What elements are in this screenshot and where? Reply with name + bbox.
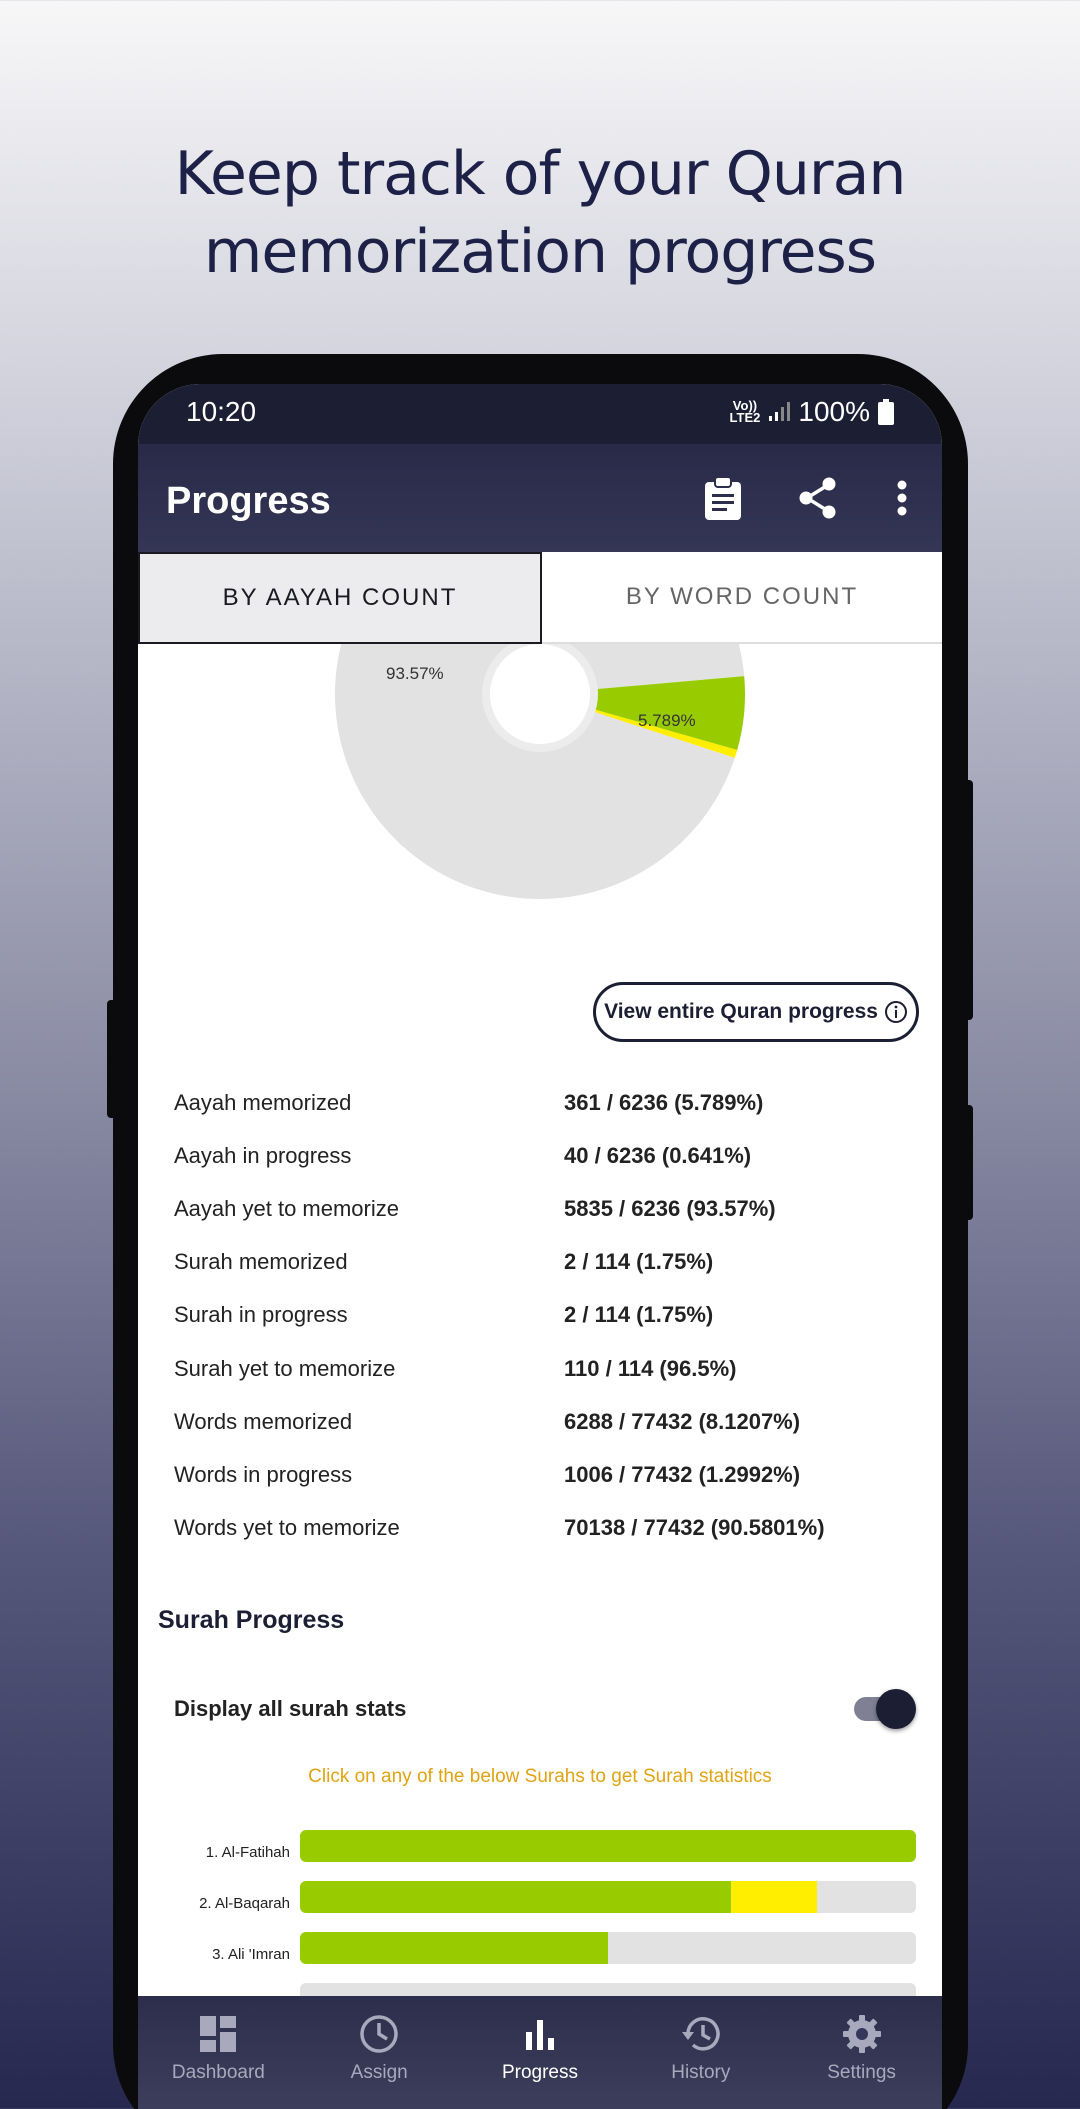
surah-row[interactable] (138, 1881, 942, 1932)
view-entire-quran-progress-button[interactable] (593, 982, 919, 1042)
nav-history-label: History (671, 2062, 731, 2083)
nav-progress[interactable] (460, 1996, 621, 2109)
surah-bar-memorized (300, 1881, 731, 1913)
stat-row (174, 1236, 914, 1289)
stat-row (174, 1342, 914, 1395)
nav-dashboard[interactable] (138, 1996, 299, 2109)
stat-label: Surah in progress (174, 1302, 348, 1328)
status-right (730, 396, 894, 428)
stat-row (174, 1289, 914, 1342)
stat-value: 2 / 114 (1.75%) (564, 1249, 714, 1275)
stat-label: Aayah in progress (174, 1142, 352, 1168)
surah-bar-memorized (300, 1830, 916, 1862)
surah-progress-bar (300, 1932, 916, 1964)
stat-label: Words memorized (174, 1408, 353, 1434)
stat-value: 6288 / 77432 (8.1207%) (564, 1408, 801, 1434)
stat-value: 1006 / 77432 (1.2992%) (564, 1461, 801, 1487)
info-icon (884, 1000, 908, 1024)
history-icon (680, 2014, 722, 2054)
app-bar (138, 444, 942, 552)
nav-dashboard-label: Dashboard (171, 2062, 265, 2083)
nav-progress-label: Progress (501, 2062, 578, 2083)
stat-value: 5835 / 6236 (93.57%) (564, 1195, 776, 1221)
clock-icon (359, 2014, 399, 2054)
surah-bar-memorized (300, 1932, 608, 1964)
surah-progress-bar (300, 1830, 916, 1862)
toggle-knob (876, 1689, 916, 1729)
network-indicator (730, 400, 761, 424)
nav-settings[interactable] (781, 1996, 942, 2109)
pie-label-memorized: 5.789% (638, 711, 696, 730)
surah-bar-in-progress (731, 1881, 817, 1913)
tab-aayah-count[interactable]: BY AAYAH COUNT (138, 552, 542, 644)
stat-value: 361 / 6236 (5.789%) (564, 1089, 764, 1115)
surah-row[interactable] (138, 1932, 942, 1983)
stat-row (174, 1182, 914, 1235)
page-title: Progress (166, 480, 331, 522)
bottom-nav (138, 1996, 942, 2109)
pie-chart-area (138, 644, 942, 914)
stat-row (174, 1076, 914, 1129)
stat-value: 110 / 114 (96.5%) (564, 1355, 737, 1381)
stat-row (174, 1129, 914, 1182)
surah-hint: Click on any of the below Surahs to get Surah statistics (308, 1766, 772, 1787)
stat-label: Surah yet to memorize (174, 1355, 396, 1381)
phone-screen (138, 384, 942, 2109)
share-icon[interactable] (788, 468, 848, 528)
stat-label: Surah memorized (174, 1249, 348, 1275)
tab-word-count[interactable]: BY WORD COUNT (542, 552, 942, 644)
stat-value: 40 / 6236 (0.641%) (564, 1142, 752, 1168)
surah-progress-title: Surah Progress (158, 1606, 345, 1634)
network-top: Vo)) (732, 398, 758, 413)
view-button-label: View entire Quran progress (604, 1000, 878, 1023)
surah-progress-bar (300, 1881, 916, 1913)
more-vert-icon[interactable] (872, 468, 932, 528)
stat-row (174, 1448, 914, 1501)
stat-label: Words in progress (174, 1461, 353, 1487)
pie-label-remaining: 93.57% (386, 664, 444, 683)
stat-value: 70138 / 77432 (90.5801%) (564, 1515, 825, 1541)
stat-label: Aayah memorized (174, 1089, 352, 1115)
pie-center-hole (490, 644, 590, 744)
nav-settings-label: Settings (827, 2062, 896, 2083)
display-all-surah-stats-row (174, 1684, 914, 1734)
battery-percent: 100% (798, 396, 870, 427)
headline: Keep track of your Quran memorization progress (174, 139, 906, 287)
display-all-surah-stats-label: Display all surah stats (174, 1696, 407, 1721)
phone-volume-button (107, 1000, 117, 1118)
clipboard-icon[interactable] (693, 468, 753, 528)
nav-assign-label: Assign (350, 2062, 408, 2083)
stat-value: 2 / 114 (1.75%) (564, 1302, 714, 1328)
phone-side-button (963, 1105, 973, 1220)
stat-row (174, 1502, 914, 1555)
pie-chart (138, 644, 942, 914)
nav-history[interactable] (620, 1996, 781, 2109)
nav-assign[interactable] (299, 1996, 460, 2109)
surah-name: 2. Al-Baqarah (199, 1895, 290, 1912)
display-all-surah-stats-toggle[interactable] (850, 1689, 914, 1729)
dashboard-icon (198, 2014, 238, 2054)
stat-label: Words yet to memorize (174, 1515, 400, 1541)
battery-icon (878, 399, 894, 425)
surah-name: 1. Al-Fatihah (205, 1844, 290, 1861)
network-bottom: LTE2 (729, 410, 761, 425)
surah-name: 3. Ali 'Imran (212, 1946, 290, 1963)
status-time: 10:20 (186, 396, 257, 427)
status-bar (138, 384, 942, 444)
signal-icon (768, 402, 790, 422)
phone-power-button (963, 780, 973, 1020)
stat-row (174, 1395, 914, 1448)
gear-icon (842, 2014, 882, 2054)
stat-label: Aayah yet to memorize (174, 1195, 399, 1221)
bar-chart-icon (520, 2014, 560, 2054)
stats-list (174, 1076, 914, 1555)
surah-row[interactable] (138, 1830, 942, 1881)
tab-bar (138, 552, 942, 644)
